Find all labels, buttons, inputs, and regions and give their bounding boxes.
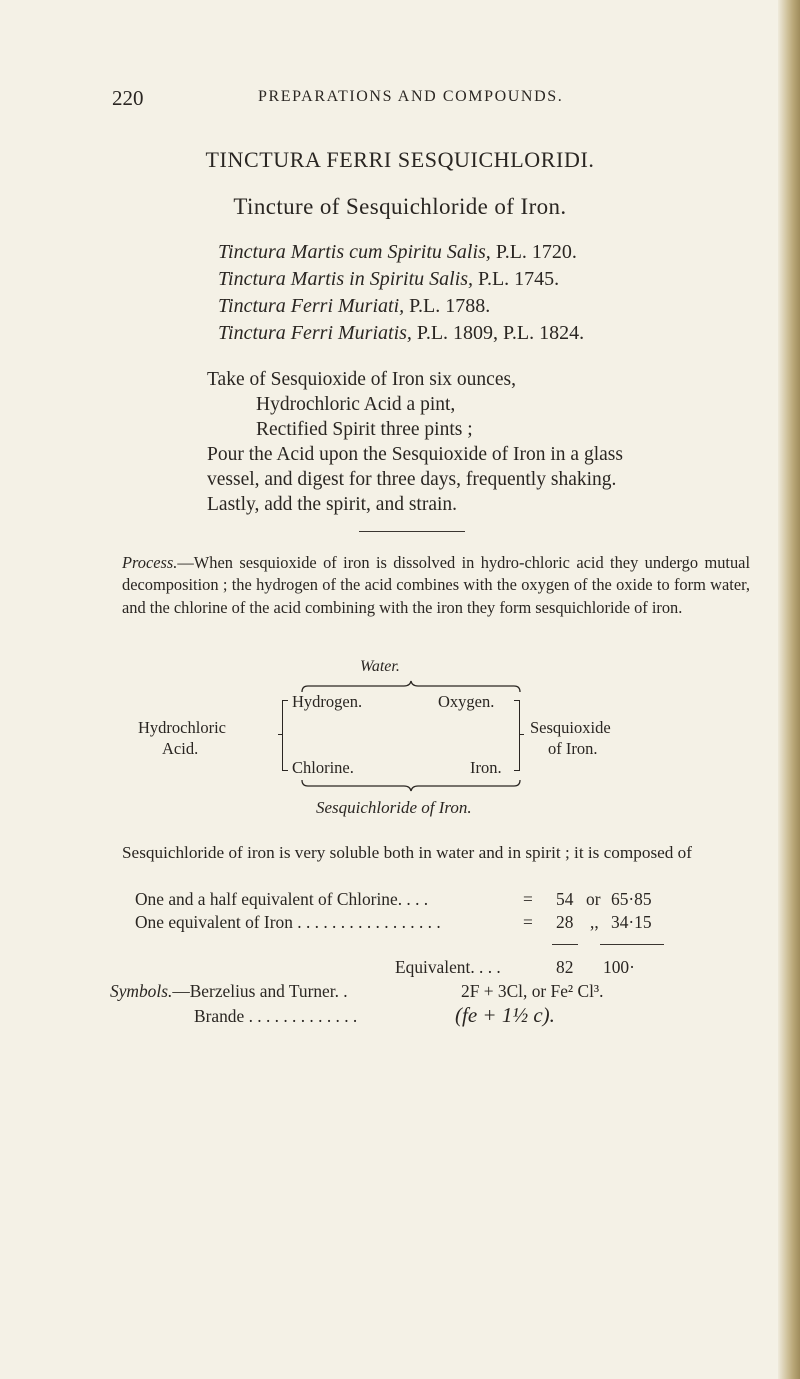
composition-row-label: One and a half equivalent of Chlorine. . . . bbox=[135, 889, 429, 909]
synonym-name: Tinctura Martis cum Spiritu Salis, bbox=[218, 241, 491, 263]
element-iron: Iron. bbox=[470, 758, 502, 777]
sum-rule bbox=[600, 944, 664, 945]
recipe-line: Pour the Acid upon the Sesquioxide of Iron in a glass bbox=[207, 444, 623, 465]
synonym-ref: P.L. 1720. bbox=[490, 241, 577, 263]
symbols-brande: Brande . . . . . . . . . . . . . bbox=[194, 1006, 358, 1026]
element-hydrogen: Hydrogen. bbox=[292, 692, 363, 711]
diagram-left-label: Hydrochloric bbox=[138, 718, 226, 737]
composition-row-sep: ,, bbox=[590, 912, 599, 932]
sum-rule bbox=[552, 944, 578, 945]
element-chlorine: Chlorine. bbox=[292, 758, 354, 777]
symbols-line bbox=[110, 981, 348, 1002]
composition-row-eq: = bbox=[523, 889, 533, 909]
total-label: Equivalent. . . . bbox=[395, 957, 501, 977]
left-bracket-bottom bbox=[282, 734, 288, 771]
page-number: 220 bbox=[112, 86, 144, 110]
synonym-line bbox=[218, 268, 559, 291]
diagram-right-label: Sesquioxide bbox=[530, 718, 611, 737]
synonym-line bbox=[218, 322, 584, 345]
composition-row-v2: 65·85 bbox=[611, 889, 652, 909]
section-divider bbox=[359, 531, 465, 532]
page-subtitle: Tincture of Sesquichloride of Iron. bbox=[233, 194, 567, 219]
total-v2: 100· bbox=[603, 957, 635, 977]
diagram-left-label: Acid. bbox=[162, 739, 199, 758]
process-label: Process. bbox=[122, 553, 178, 572]
symbols-berzelius: —Berzelius and Turner. . bbox=[172, 981, 348, 1001]
process-paragraph bbox=[122, 552, 750, 619]
recipe-line: Hydrochloric Acid a pint, bbox=[256, 394, 456, 415]
synonym-line bbox=[218, 241, 577, 264]
composition-row-v2: 34·15 bbox=[611, 912, 652, 932]
composition-row-sep: or bbox=[586, 889, 601, 909]
element-oxygen: Oxygen. bbox=[438, 692, 495, 711]
composition-row-label: One equivalent of Iron . . . . . . . . . . . . . . . . . bbox=[135, 912, 441, 932]
recipe-line: vessel, and digest for three days, frequently shaking. bbox=[207, 469, 617, 490]
symbols-label: Symbols. bbox=[110, 981, 173, 1001]
synonym-name: Tinctura Ferri Muriatis, bbox=[218, 322, 412, 344]
composition-row-v1: 54 bbox=[556, 889, 574, 909]
process-text: —When sesquioxide of iron is dissolved in hydro-chloric acid they undergo mutual decomposition ; the hydrogen of the acid combines with the oxygen of the oxide to form water, and the chlorine of the acid combining with the iron they form sesquichloride of iron. bbox=[122, 553, 750, 617]
recipe-line: Lastly, add the spirit, and strain. bbox=[207, 494, 458, 515]
composition-intro: Sesquichloride of iron is very soluble both in water and in spirit ; it is composed of bbox=[122, 843, 692, 862]
composition-row-eq: = bbox=[523, 912, 533, 932]
right-bracket-top bbox=[514, 700, 520, 735]
right-bracket-mid bbox=[520, 734, 524, 735]
synonym-ref: P.L. 1745. bbox=[473, 268, 560, 290]
page-title: TINCTURA FERRI SESQUICHLORIDI. bbox=[205, 147, 595, 172]
synonym-name: Tinctura Martis in Spiritu Salis, bbox=[218, 268, 474, 290]
right-bracket-bottom bbox=[514, 734, 520, 771]
running-title: PREPARATIONS AND COMPOUNDS. bbox=[258, 88, 564, 105]
symbols-berzelius-formula: 2F + 3Cl, or Fe² Cl³. bbox=[461, 981, 604, 1001]
recipe-line: Take of Sesquioxide of Iron six ounces, bbox=[207, 369, 516, 390]
recipe-line: Rectified Spirit three pints ; bbox=[256, 419, 473, 440]
diagram-top-label: Water. bbox=[360, 658, 400, 675]
total-v1: 82 bbox=[556, 957, 574, 977]
synonym-name: Tinctura Ferri Muriati, bbox=[218, 295, 405, 317]
symbols-brande-formula: (fe + 1½ c). bbox=[455, 1003, 555, 1027]
composition-row-v1: 28 bbox=[556, 912, 574, 932]
synonym-ref: P.L. 1788. bbox=[404, 295, 491, 317]
bottom-brace bbox=[300, 778, 522, 792]
diagram-right-label: of Iron. bbox=[548, 739, 598, 758]
left-bracket-top bbox=[282, 700, 288, 735]
diagram-bottom-label: Sesquichloride of Iron. bbox=[316, 798, 472, 817]
synonym-ref: P.L. 1809, P.L. 1824. bbox=[411, 322, 585, 344]
synonym-line bbox=[218, 295, 490, 318]
